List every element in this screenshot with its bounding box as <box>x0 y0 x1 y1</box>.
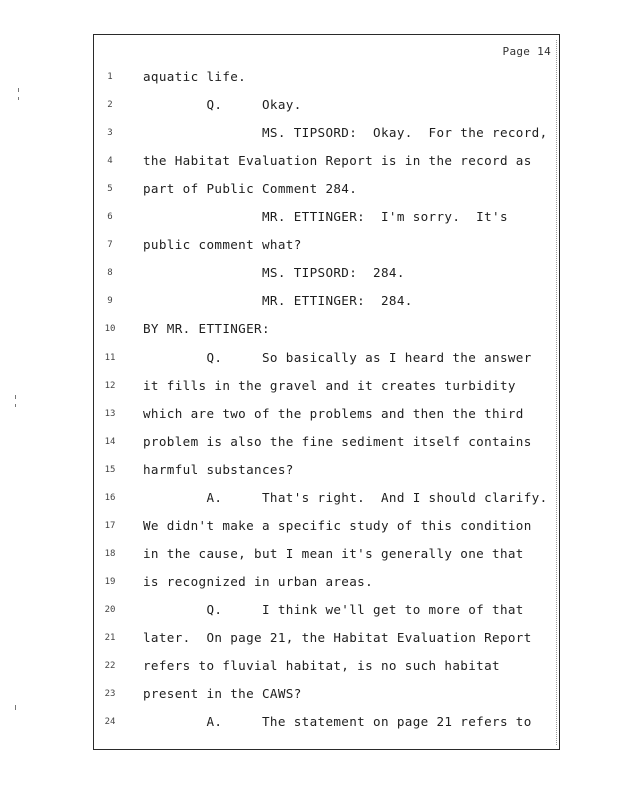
transcript-line-text: Q. So basically as I heard the answer <box>143 350 532 365</box>
line-number: 3 <box>107 128 113 138</box>
transcript-line-text: MS. TIPSORD: Okay. For the record, <box>143 125 548 140</box>
line-number: 16 <box>104 493 116 503</box>
line-number: 23 <box>104 689 116 699</box>
transcript-line-text: public comment what? <box>143 237 302 252</box>
line-number: 14 <box>104 437 116 447</box>
transcript-line-text: MR. ETTINGER: 284. <box>143 293 413 308</box>
line-number: 17 <box>104 521 116 531</box>
transcript-line-text: later. On page 21, the Habitat Evaluation Report <box>143 630 532 645</box>
line-number: 12 <box>104 381 116 391</box>
line-number: 15 <box>104 465 116 475</box>
transcript-line-text: MS. TIPSORD: 284. <box>143 265 405 280</box>
transcript-line-text: problem is also the fine sediment itself contains <box>143 434 532 449</box>
transcript-line-text: MR. ETTINGER: I'm sorry. It's <box>143 209 508 224</box>
line-number: 1 <box>107 72 113 82</box>
line-number: 18 <box>104 549 116 559</box>
scan-speck <box>15 404 16 407</box>
line-number: 4 <box>107 156 113 166</box>
line-number: 5 <box>107 184 113 194</box>
transcript-line-text: We didn't make a specific study of this condition <box>143 518 532 533</box>
page-number: Page 14 <box>502 45 551 58</box>
transcript-line-text: A. The statement on page 21 refers to <box>143 714 532 729</box>
transcript-line-text: is recognized in urban areas. <box>143 574 374 589</box>
transcript-line-text: part of Public Comment 284. <box>143 181 358 196</box>
line-number: 21 <box>104 633 116 643</box>
line-number: 8 <box>107 268 113 278</box>
line-number: 6 <box>107 212 113 222</box>
line-number: 24 <box>104 717 116 727</box>
line-number: 19 <box>104 577 116 587</box>
transcript-line-text: present in the CAWS? <box>143 686 302 701</box>
transcript-line-text: aquatic life. <box>143 69 247 84</box>
transcript-line-text: BY MR. ETTINGER: <box>143 321 270 336</box>
line-number: 20 <box>104 605 116 615</box>
line-number: 9 <box>107 296 113 306</box>
transcript-line-text: which are two of the problems and then the third <box>143 406 524 421</box>
line-number: 7 <box>107 240 113 250</box>
transcript-line-text: Q. Okay. <box>143 97 302 112</box>
scan-speck <box>18 97 19 100</box>
transcript-line-text: it fills in the gravel and it creates turbidity <box>143 378 516 393</box>
scan-speck <box>15 395 16 399</box>
transcript-line-text: refers to fluvial habitat, is no such habitat <box>143 658 500 673</box>
scan-edge-noise <box>556 40 561 745</box>
transcript-line-text: in the cause, but I mean it's generally one that <box>143 546 524 561</box>
line-number: 10 <box>104 324 116 334</box>
transcript-line-text: the Habitat Evaluation Report is in the record as <box>143 153 532 168</box>
line-number: 2 <box>107 100 113 110</box>
line-number: 22 <box>104 661 116 671</box>
line-number: 13 <box>104 409 116 419</box>
transcript-line-text: harmful substances? <box>143 462 294 477</box>
scan-speck <box>18 88 19 92</box>
transcript-line-text: A. That's right. And I should clarify. <box>143 490 548 505</box>
scan-speck <box>15 705 16 710</box>
transcript-line-text: Q. I think we'll get to more of that <box>143 602 524 617</box>
line-number: 11 <box>104 353 116 363</box>
